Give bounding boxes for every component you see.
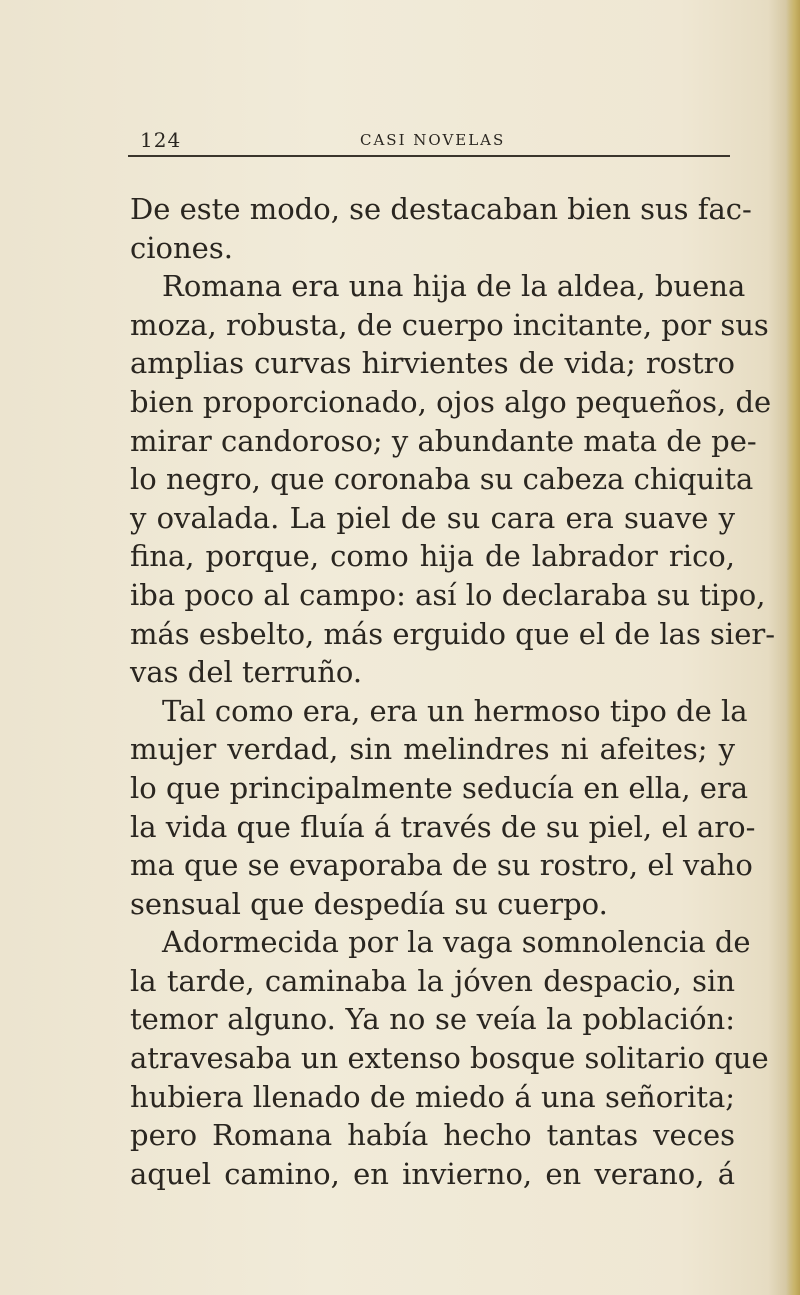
text-line: mujer verdad, sin melindres ni afeites; y bbox=[130, 732, 735, 767]
text-line: hubiera llenado de miedo á una señorita; bbox=[130, 1079, 735, 1114]
text-line: sensual que despedía su cuerpo. bbox=[130, 886, 608, 921]
text-line: iba poco al campo: así lo declaraba su tipo, bbox=[130, 577, 766, 612]
text-line: pero Romana había hecho tantas veces bbox=[130, 1118, 735, 1153]
text-line: moza, robusta, de cuerpo incitante, por sus bbox=[130, 307, 769, 342]
text-line: amplias curvas hirvientes de vida; rostro bbox=[130, 346, 735, 381]
text-line: más esbelto, más erguido que el de las sier- bbox=[130, 616, 776, 651]
page-header bbox=[128, 128, 730, 154]
page-edge bbox=[786, 0, 800, 1295]
text-line: mirar candoroso; y abundante mata de pe- bbox=[130, 423, 757, 458]
header-rule bbox=[128, 155, 730, 157]
text-line: fina, porque, como hija de labrador rico, bbox=[130, 539, 735, 574]
text-line: la tarde, caminaba la jóven despacio, sin bbox=[130, 963, 735, 998]
text-line: temor alguno. Ya no se veía la población: bbox=[130, 1002, 735, 1037]
text-line: Tal como era, era un hermoso tipo de la bbox=[162, 693, 748, 728]
text-line: vas del terruño. bbox=[130, 655, 363, 690]
body-text bbox=[130, 190, 776, 1193]
text-line: lo que principalmente seducía en ella, era bbox=[130, 770, 749, 805]
text-line: la vida que fluía á través de su piel, el aro- bbox=[130, 809, 756, 844]
text-line: De este modo, se destacaban bien sus fac- bbox=[130, 192, 752, 226]
text-line: Adormecida por la vaga somnolencia de bbox=[162, 925, 751, 960]
text-line: ma que se evaporaba de su rostro, el vaho bbox=[130, 848, 753, 883]
text-line: ciones. bbox=[130, 230, 233, 265]
text-line: lo negro, que coronaba su cabeza chiquita bbox=[130, 462, 754, 497]
text-line: y ovalada. La piel de su cara era suave y bbox=[130, 500, 735, 535]
text-line: Romana era una hija de la aldea, buena bbox=[162, 269, 746, 304]
page-number: 124 bbox=[140, 128, 182, 152]
text-line: bien proporcionado, ojos algo pequeños, de bbox=[130, 384, 772, 419]
text-line: atravesaba un extenso bosque solitario que bbox=[130, 1041, 769, 1076]
text-line: aquel camino, en invierno, en verano, á bbox=[130, 1156, 735, 1191]
running-title: CASI NOVELAS bbox=[360, 131, 506, 149]
